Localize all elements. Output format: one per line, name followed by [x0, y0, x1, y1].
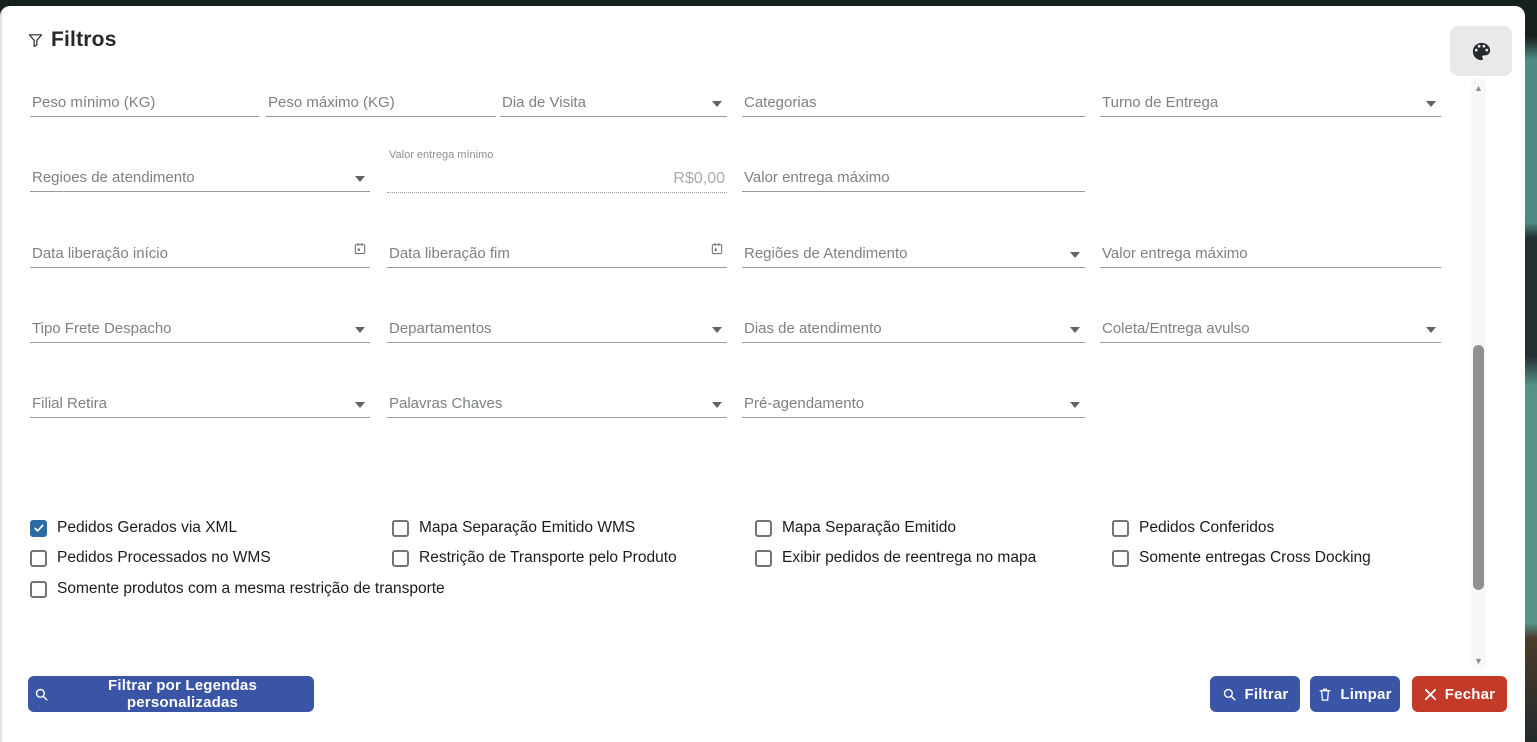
field-label: Categorias — [744, 94, 817, 111]
field-label: Regioes de atendimento — [32, 169, 195, 186]
field-label: Dias de atendimento — [744, 320, 882, 337]
checkbox-pedidos-processados-wms[interactable] — [30, 549, 271, 567]
checkbox-label: Restrição de Transporte pelo Produto — [419, 549, 677, 566]
legend-filter-button[interactable] — [28, 676, 314, 712]
field-regioes-atendimento[interactable] — [30, 165, 370, 192]
field-dias-de-atendimento[interactable] — [742, 316, 1085, 343]
field-label: Data liberação fim — [389, 245, 510, 262]
close-icon — [1424, 688, 1437, 701]
field-label: Regiões de Atendimento — [744, 245, 908, 262]
calendar-icon[interactable] — [710, 241, 724, 261]
field-label: Coleta/Entrega avulso — [1102, 320, 1250, 337]
legend-filter-label: Filtrar por Legendas personalizadas — [107, 677, 258, 711]
field-label: Peso mínimo (KG) — [32, 94, 156, 111]
checkbox-label: Pedidos Processados no WMS — [57, 549, 271, 566]
checkbox-somente-cross-docking[interactable] — [1112, 549, 1371, 567]
filtrar-button[interactable] — [1210, 676, 1300, 712]
checkbox-label: Pedidos Gerados via XML — [57, 519, 238, 536]
field-label: Turno de Entrega — [1102, 94, 1219, 111]
field-peso-minimo[interactable] — [30, 90, 259, 117]
checkbox-somente-mesma-restricao[interactable] — [30, 580, 445, 598]
search-icon — [1222, 687, 1237, 702]
scrollbar-thumb[interactable] — [1473, 345, 1484, 590]
field-label: Departamentos — [389, 320, 492, 337]
field-label: Valor entrega máximo — [744, 169, 890, 186]
search-icon — [34, 687, 49, 702]
field-coleta-entrega-avulso[interactable] — [1100, 316, 1441, 343]
field-tipo-frete-despacho[interactable] — [30, 316, 370, 343]
checkbox-box — [755, 520, 772, 537]
checkbox-box — [30, 581, 47, 598]
checkbox-box — [30, 550, 47, 567]
chevron-down-icon — [712, 402, 722, 408]
field-data-liberacao-fim[interactable] — [387, 241, 727, 268]
checkbox-box — [755, 550, 772, 567]
dialog-title-text: Filtros — [51, 28, 117, 51]
field-label: Data liberação início — [32, 245, 168, 262]
field-turno-de-entrega[interactable] — [1100, 90, 1441, 117]
palette-button[interactable] — [1450, 26, 1512, 76]
checkbox-label: Mapa Separação Emitido WMS — [419, 519, 636, 536]
checkbox-label: Exibir pedidos de reentrega no mapa — [782, 549, 1037, 566]
checkbox-box — [30, 520, 47, 537]
checkbox-label: Somente entregas Cross Docking — [1139, 549, 1371, 566]
scrollbar-up-icon[interactable]: ▲ — [1474, 83, 1483, 93]
dialog-title — [27, 28, 117, 52]
checkbox-restricao-transporte-produto[interactable] — [392, 549, 677, 567]
chevron-down-icon — [355, 176, 365, 182]
chevron-down-icon — [355, 327, 365, 333]
checkbox-label: Mapa Separação Emitido — [782, 519, 957, 536]
fechar-label: Fechar — [1444, 685, 1496, 703]
field-palavras-chaves[interactable] — [387, 391, 727, 418]
chevron-down-icon — [355, 402, 365, 408]
filter-funnel-icon — [27, 32, 44, 49]
checkbox-pedidos-conferidos[interactable] — [1112, 519, 1274, 537]
field-peso-maximo[interactable] — [266, 90, 496, 117]
checkbox-box — [1112, 550, 1129, 567]
field-departamentos[interactable] — [387, 316, 727, 343]
field-dia-de-visita[interactable] — [500, 90, 727, 117]
checkbox-label: Pedidos Conferidos — [1139, 519, 1275, 536]
field-label: Palavras Chaves — [389, 395, 503, 412]
checkbox-mapa-separacao-emitido[interactable] — [755, 519, 956, 537]
checkbox-label: Somente produtos com a mesma restrição de transporte — [57, 580, 445, 597]
checkbox-exibir-pedidos-reentrega[interactable] — [755, 549, 1036, 567]
field-label: Pré-agendamento — [744, 395, 865, 412]
chevron-down-icon — [712, 101, 722, 107]
chevron-down-icon — [1070, 327, 1080, 333]
checkbox-mapa-separacao-emitido-wms[interactable] — [392, 519, 635, 537]
field-label: Tipo Frete Despacho — [32, 320, 172, 337]
chevron-down-icon — [1070, 252, 1080, 258]
field-label: Filial Retira — [32, 395, 108, 412]
field-pre-agendamento[interactable] — [742, 391, 1085, 418]
field-categorias[interactable] — [742, 90, 1085, 117]
field-filial-retira[interactable] — [30, 391, 370, 418]
field-label: Valor entrega máximo — [1102, 245, 1248, 262]
chevron-down-icon — [1426, 327, 1436, 333]
checkbox-box — [1112, 520, 1129, 537]
trash-icon — [1318, 687, 1332, 702]
scrollbar-down-icon[interactable]: ▼ — [1474, 656, 1483, 666]
field-value: R$0,00 — [673, 170, 725, 187]
field-regioes-de-atendimento-2[interactable] — [742, 241, 1085, 268]
checkbox-box — [392, 550, 409, 567]
checkbox-box — [392, 520, 409, 537]
limpar-label: Limpar — [1340, 685, 1392, 703]
field-valor-entrega-maximo-1[interactable] — [742, 165, 1085, 192]
field-valor-entrega-maximo-2[interactable] — [1100, 241, 1441, 268]
chevron-down-icon — [1070, 402, 1080, 408]
calendar-icon[interactable] — [353, 241, 367, 261]
field-label: Dia de Visita — [502, 94, 586, 111]
palette-icon — [1470, 40, 1493, 63]
filtrar-label: Filtrar — [1244, 685, 1289, 703]
field-label: Peso máximo (KG) — [268, 94, 395, 111]
limpar-button[interactable] — [1310, 676, 1400, 712]
fechar-button[interactable] — [1412, 676, 1507, 712]
chevron-down-icon — [1426, 101, 1436, 107]
field-float-label: Valor entrega mínimo — [389, 149, 494, 161]
chevron-down-icon — [712, 327, 722, 333]
field-data-liberacao-inicio[interactable] — [30, 241, 370, 268]
field-valor-entrega-minimo[interactable] — [387, 149, 727, 193]
checkbox-pedidos-gerados-xml[interactable] — [30, 519, 237, 537]
